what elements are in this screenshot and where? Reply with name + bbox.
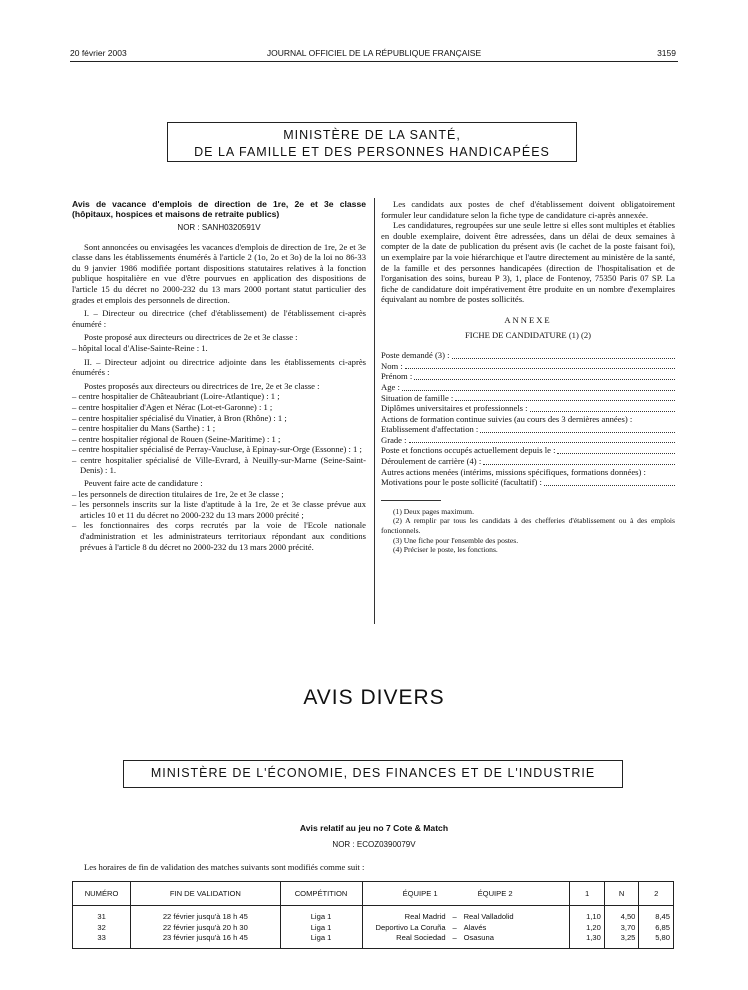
list-item: – centre hospitalier du Mans (Sarthe) : 1 ;: [72, 423, 216, 434]
candidature-intro: Peuvent faire acte de candidature :: [84, 478, 203, 489]
section-1: I. – Directeur ou directrice (chef d'établissement) de l'établissement ci-après énuméré :: [72, 308, 366, 329]
jeu-intro: Les horaires de fin de validation des matches suivants sont modifiés comme suit :: [84, 862, 365, 872]
col-fin-validation: FIN DE VALIDATION: [131, 882, 280, 906]
footnotes: [381, 507, 675, 555]
list-item: – hôpital local d'Alise-Sainte-Reine : 1.: [72, 342, 208, 353]
form-line: Nom :: [381, 361, 675, 372]
match-table: [72, 881, 674, 949]
col-numero: NUMÉRO: [73, 882, 131, 906]
col-competition: COMPÉTITION: [280, 882, 362, 906]
list-item: – centre hospitalier régional de Rouen (Seine-Maritime) : 1 ;: [72, 433, 281, 444]
poste-1: Poste proposé aux directeurs ou directrices de 2e et 3e classe :: [84, 332, 298, 343]
form-line: Autres actions menées (intérims, missions spécifiques, formations données) :: [381, 466, 646, 477]
vacancy-nor: NOR : SANH0320591V: [177, 223, 261, 232]
list-item: – centre hospitalier spécialisé de Ville-Evrard, à Neuilly-sur-Marne (Seine-Saint-Denis) : 1.: [72, 454, 366, 476]
list-item: – les personnels de direction titulaires de 1re, 2e et 3e classe ;: [72, 488, 284, 499]
list-item: – centre hospitalier de Châteaubriant (Loire-Atlantique) : 1 ;: [72, 391, 280, 402]
col-1: 1: [570, 882, 605, 906]
ministry-sante-box: [167, 122, 577, 162]
list-item: – centre hospitalier d'Agen et Nérac (Lot-et-Garonne) : 1 ;: [72, 401, 273, 412]
poste-2: Postes proposés aux directeurs ou directrices de 1re, 2e et 3e classe :: [84, 380, 320, 391]
form-line: Poste et fonctions occupés actuellement depuis le :: [381, 445, 675, 456]
ministry-economie-box: [123, 760, 623, 788]
fiche-title: FICHE DE CANDIDATURE (1) (2): [464, 329, 592, 340]
form-line: Situation de famille :: [381, 393, 675, 404]
table-row: 32 22 février jusqu'à 20 h 30 Liga 1 Deportivo La Coruña – Alavés 1,20 3,70 6,85: [73, 923, 674, 934]
header-date: 20 février 2003: [70, 48, 127, 58]
form-line: Poste demandé (3) :: [381, 350, 675, 361]
ministry-economie-label: MINISTÈRE DE L'ÉCONOMIE, DES FINANCES ET DE L'INDUSTRIE: [150, 766, 596, 780]
footnote-rule: [381, 500, 441, 501]
form-line: Déroulement de carrière (4) :: [381, 456, 675, 467]
right-p1: Les candidats aux postes de chef d'établissement doivent obligatoirement formuler leur candidature selon la fiche type de candidature ci-après annexée.: [381, 199, 675, 220]
list-item: – les personnels inscrits sur la liste d'aptitude à la 1re, 2e et 3e classe prévue aux articles 10 et 11 du décret no 2000-232 du 13 mars 2000 précité ;: [72, 499, 366, 520]
list-item: – centre hospitalier spécialisé de Perray-Vaucluse, à Epinay-sur-Orge (Essonne) : 1 ;: [72, 444, 362, 455]
footnote: (4) Préciser le poste, les fonctions.: [393, 545, 498, 555]
footnote: (1) Deux pages maximum.: [393, 506, 474, 516]
form-line: Etablissement d'affectation :: [381, 424, 675, 435]
form-line: Actions de formation continue suivies (au cours des 3 dernières années) :: [381, 413, 633, 424]
annexe-title: ANNEXE: [504, 314, 552, 325]
form-line: Diplômes universitaires et professionnels :: [381, 403, 675, 414]
col-equipe-1: ÉQUIPE 1 ÉQUIPE 2: [362, 882, 570, 906]
vacancy-intro: Sont annoncées ou envisagées les vacances d'emplois de direction de 1re, 2e et 3e classe dans les établissements énumérés à l'article 2 (1o, 2o et 3o) de la loi no 86-33 du 9 janvier 1986 modifiée portant dispositions statutaires relatives à la fonction publique hospitalière en vue d'être pourvues en application des dispositions de l'article 15 du décret no 2000-232 du 13 mars 2000 portant statut particulier des grades et emplois des personnels de direction.: [72, 241, 366, 305]
col-n: N: [604, 882, 639, 906]
form-line: Grade :: [381, 435, 675, 446]
form-line: Motivations pour le poste sollicité (facultatif) :: [381, 477, 675, 488]
table-header-row: [73, 882, 674, 906]
table-row: 33 23 février jusqu'à 16 h 45 Liga 1 Real Sociedad – Osasuna 1,30 3,25 5,80: [73, 933, 674, 948]
footnote: (2) A remplir par tous les candidats à des chefferies d'établissement ou à des emplois fonctionnels.: [381, 516, 675, 536]
left-column: [72, 199, 366, 552]
jeu-title: Avis relatif au jeu no 7 Cote & Match: [299, 823, 449, 833]
form-line: Prénom :: [381, 371, 675, 382]
ministry-sante-line1: MINISTÈRE DE LA SANTÉ,: [283, 128, 461, 142]
jeu-nor: NOR : ECOZ0390079V: [332, 840, 416, 849]
col-2: 2: [639, 882, 674, 906]
footnote: (3) Une fiche pour l'ensemble des postes.: [393, 535, 519, 545]
form-line: Age :: [381, 382, 675, 393]
section-2: II. – Directeur adjoint ou directrice adjointe dans les établissements ci-après énumérés :: [72, 356, 366, 378]
table-row: 31 22 février jusqu'à 18 h 45 Liga 1 Real Madrid – Real Valladolid 1,10 4,50 8,45: [73, 906, 674, 923]
right-column: [381, 199, 675, 555]
ministry-sante-line2: DE LA FAMILLE ET DES PERSONNES HANDICAPÉES: [194, 145, 550, 159]
vacancy-title: Avis de vacance d'emplois de direction de 1re, 2e et 3e classe (hôpitaux, hospices et maisons de retraite publics): [72, 199, 366, 219]
column-separator: [374, 198, 375, 624]
header-journal: JOURNAL OFFICIEL DE LA RÉPUBLIQUE FRANÇAISE: [266, 48, 482, 58]
header-rule: [70, 61, 678, 62]
list-item: – les fonctionnaires des corps recrutés par la voie de l'Ecole nationale d'administration et les administrateurs territoriaux répondant aux conditions prévues à l'article 8 du décret no 2000-232 du 13 mars 2000 précité.: [72, 520, 366, 552]
right-p2: Les candidatures, regroupées sur une seule lettre si elles sont multiples et établies en double exemplaire, doivent être adressées, dans un délai de deux semaines à compter de la date de publication du présent avis (le cachet de la poste faisant foi), un exemplaire par la voie hiérarchique et l'autre directement au ministère de la santé, de la famille et des personnes handicapées (direction de l'hospitalisation et de l'organisation des soins, bureau P 3), 1, place de Fontenoy, 75350 Paris 07 SP. La fiche de candidature doit impérativement être produite en un nombre d'exemplaires équivalant au nombre de postes sollicités.: [381, 220, 675, 305]
header-page: 3159: [657, 48, 676, 58]
avis-divers-heading: AVIS DIVERS: [303, 686, 445, 709]
list-item: – centre hospitalier spécialisé du Vinatier, à Bron (Rhône) : 1 ;: [72, 412, 287, 423]
